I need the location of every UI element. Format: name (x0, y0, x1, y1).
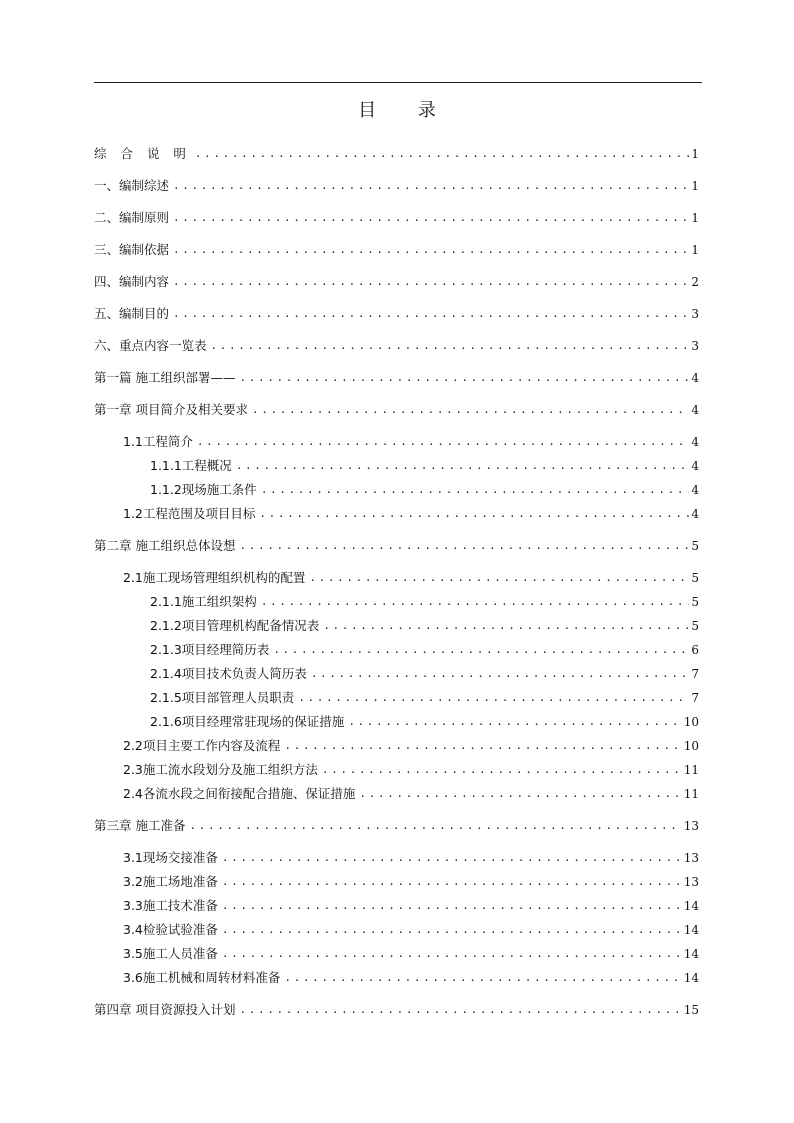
toc-entry[interactable] (94, 274, 699, 290)
toc-entry[interactable] (123, 922, 699, 938)
toc-entry-page-number: 2 (691, 275, 699, 289)
dot-leader (222, 922, 682, 938)
toc-entry-title: 第二章 施工组织总体设想 (94, 538, 236, 553)
dot-leader (236, 458, 690, 474)
toc-entry-title: 综 合 说 明 (94, 146, 191, 161)
toc-entry[interactable] (94, 818, 699, 834)
toc-entry-title: 一、编制综述 (94, 178, 170, 193)
toc-entry-title: 3.4检验试验准备 (123, 922, 218, 937)
toc-entry[interactable] (94, 402, 699, 418)
toc-entry-title: 三、编制依据 (94, 242, 170, 257)
toc-entry-page-number: 4 (691, 459, 699, 473)
dot-leader (261, 594, 690, 610)
toc-entry-page-number: 7 (691, 667, 699, 681)
dot-leader (173, 210, 689, 226)
toc-entry[interactable] (94, 370, 699, 386)
toc-entry-page-number: 13 (683, 819, 699, 833)
dot-leader (309, 570, 689, 586)
toc-entry[interactable] (94, 146, 699, 162)
toc-entry[interactable] (123, 786, 699, 802)
dot-leader (348, 714, 681, 730)
toc-entry[interactable] (123, 506, 699, 522)
toc-entry-title: 五、编制目的 (94, 306, 170, 321)
toc-entry-page-number: 3 (691, 307, 699, 321)
toc-entry[interactable] (150, 690, 699, 706)
toc-entry-title: 2.1施工现场管理组织机构的配置 (123, 570, 306, 585)
toc-entry[interactable] (150, 714, 699, 730)
toc-entry-page-number: 1 (691, 211, 699, 225)
toc-entry-page-number: 1 (691, 147, 699, 161)
toc-entry-page-number: 1 (691, 243, 699, 257)
dot-leader (239, 1002, 681, 1018)
toc-entry-page-number: 10 (683, 739, 699, 753)
dot-leader (222, 898, 682, 914)
toc-entry-title: 第一篇 施工组织部署—— (94, 370, 236, 385)
toc-entry-page-number: 13 (683, 851, 699, 865)
toc-entry-title: 2.1.4项目技术负责人简历表 (150, 666, 307, 681)
toc-entry[interactable] (94, 242, 699, 258)
toc-entry-page-number: 5 (691, 595, 699, 609)
toc-entry-title: 四、编制内容 (94, 274, 170, 289)
dot-leader (222, 850, 682, 866)
toc-entry-title: 1.1工程简介 (123, 434, 193, 449)
toc-entry-title: 3.1现场交接准备 (123, 850, 218, 865)
toc-entry[interactable] (150, 642, 699, 658)
toc-entry[interactable] (123, 434, 699, 450)
toc-entry-page-number: 5 (691, 571, 699, 585)
dot-leader (173, 178, 689, 194)
toc-entry[interactable] (150, 618, 699, 634)
toc-entry[interactable] (123, 738, 699, 754)
toc-entry-title: 2.4各流水段之间衔接配合措施、保证措施 (123, 786, 356, 801)
dot-leader (259, 506, 689, 522)
dot-leader (252, 402, 689, 418)
page-title: 目 录 (358, 100, 454, 121)
toc-entry-page-number: 14 (683, 971, 699, 985)
toc-entry[interactable] (94, 1002, 699, 1018)
toc-entry[interactable] (94, 306, 699, 322)
dot-leader (239, 370, 689, 386)
toc-entry-page-number: 14 (683, 923, 699, 937)
toc-entry[interactable] (94, 210, 699, 226)
toc-entry[interactable] (123, 762, 699, 778)
toc-entry[interactable] (150, 482, 699, 498)
dot-leader (298, 690, 689, 706)
toc-entry-page-number: 15 (683, 1003, 699, 1017)
dot-leader (323, 618, 689, 634)
toc-entry-title: 第四章 项目资源投入计划 (94, 1002, 236, 1017)
toc-entry[interactable] (123, 946, 699, 962)
toc-entry-title: 二、编制原则 (94, 210, 170, 225)
toc-entry-title: 2.1.6项目经理常驻现场的保证措施 (150, 714, 345, 729)
dot-leader (173, 274, 689, 290)
toc-entry-page-number: 5 (691, 619, 699, 633)
toc-entry-title: 第一章 项目简介及相关要求 (94, 402, 248, 417)
dot-leader (359, 786, 681, 802)
toc-entry-title: 2.1.3项目经理简历表 (150, 642, 270, 657)
toc-entry[interactable] (123, 898, 699, 914)
dot-leader (284, 738, 681, 754)
toc-entry-title: 2.1.2项目管理机构配备情况表 (150, 618, 320, 633)
toc-entry-title: 1.2工程范围及项目目标 (123, 506, 256, 521)
dot-leader (222, 946, 682, 962)
toc-entry-title: 1.1.2现场施工条件 (150, 482, 257, 497)
toc-entry-page-number: 14 (683, 899, 699, 913)
dot-leader (322, 762, 682, 778)
toc-entry-title: 第三章 施工准备 (94, 818, 186, 833)
toc-entry-title: 1.1.1工程概况 (150, 458, 232, 473)
toc-entry-title: 六、重点内容一览表 (94, 338, 207, 353)
dot-leader (261, 482, 690, 498)
toc-entry[interactable] (94, 538, 699, 554)
toc-entry-page-number: 11 (683, 787, 699, 801)
toc-entry-title: 3.6施工机械和周转材料准备 (123, 970, 281, 985)
toc-entry-title: 3.2施工场地准备 (123, 874, 218, 889)
dot-leader (195, 146, 689, 162)
toc-entry[interactable] (123, 874, 699, 890)
toc-entry[interactable] (94, 178, 699, 194)
dot-leader (284, 970, 681, 986)
dot-leader (239, 538, 689, 554)
dot-leader (173, 306, 689, 322)
toc-entry-title: 2.3施工流水段划分及施工组织方法 (123, 762, 318, 777)
toc-entry[interactable] (123, 850, 699, 866)
toc-entry-title: 3.3施工技术准备 (123, 898, 218, 913)
toc-entry-page-number: 6 (691, 643, 699, 657)
toc-entry-page-number: 10 (683, 715, 699, 729)
toc-entry-title: 2.1.1施工组织架构 (150, 594, 257, 609)
toc-entry-title: 2.2项目主要工作内容及流程 (123, 738, 281, 753)
dot-leader (197, 434, 689, 450)
toc-entry[interactable] (150, 458, 699, 474)
toc-entry-page-number: 4 (691, 507, 699, 521)
toc-entry[interactable] (94, 338, 699, 354)
toc-entry-page-number: 11 (683, 763, 699, 777)
toc-entry-page-number: 4 (691, 435, 699, 449)
toc-entry-title: 2.1.5项目部管理人员职责 (150, 690, 295, 705)
dot-leader (273, 642, 689, 658)
toc-entry[interactable] (123, 570, 699, 586)
toc-entry-title: 3.5施工人员准备 (123, 946, 218, 961)
toc-entry-page-number: 4 (691, 483, 699, 497)
toc-entry-page-number: 5 (691, 539, 699, 553)
toc-entry-page-number: 4 (691, 403, 699, 417)
toc-entry-page-number: 13 (683, 875, 699, 889)
dot-leader (173, 242, 689, 258)
toc-entry-page-number: 14 (683, 947, 699, 961)
toc-entry-page-number: 7 (691, 691, 699, 705)
toc-entry-page-number: 1 (691, 179, 699, 193)
toc-entry[interactable] (150, 666, 699, 682)
dot-leader (189, 818, 681, 834)
toc-entry-page-number: 4 (691, 371, 699, 385)
dot-leader (211, 338, 690, 354)
dot-leader (311, 666, 690, 682)
toc-entry[interactable] (123, 970, 699, 986)
toc-entry[interactable] (150, 594, 699, 610)
dot-leader (222, 874, 682, 890)
toc-entry-page-number: 3 (691, 339, 699, 353)
